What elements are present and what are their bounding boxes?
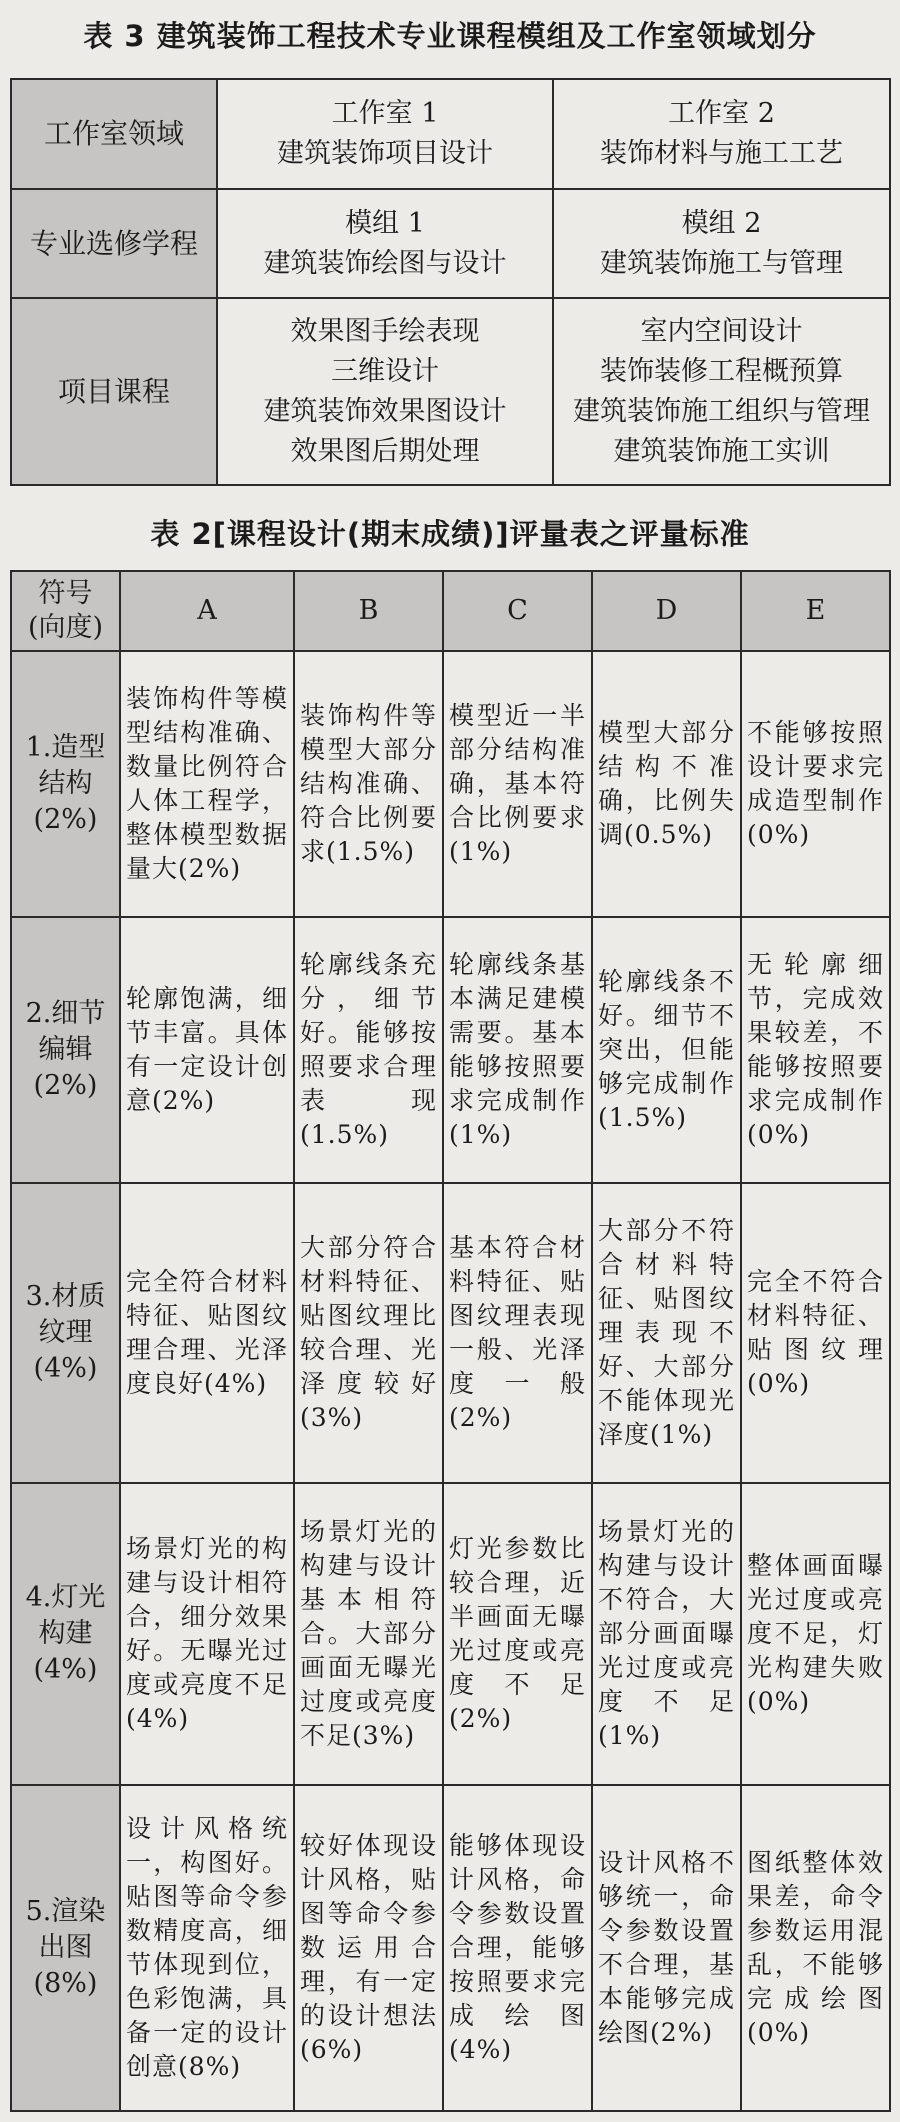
table2-row bbox=[11, 917, 890, 1183]
criterion-cell: 无轮廓细节，完成效果较差，不能够按照要求完成制作(0%) bbox=[741, 917, 890, 1183]
table2 bbox=[10, 570, 891, 2112]
row-label-line: 4.灯光 bbox=[25, 1582, 106, 1613]
row-label-line: 构建 bbox=[38, 1618, 93, 1649]
criterion-cell: 设计风格不够统一，命令参数设置不合理，基本能够完成绘图(2%) bbox=[592, 1785, 741, 2111]
criterion-cell: 图纸整体效果差，命令参数运用混乱，不能够完成绘图(0%) bbox=[741, 1785, 890, 2111]
criterion-cell: 较好体现设计风格，贴图等命令参数运用合理，有一定的设计想法(6%) bbox=[294, 1785, 443, 2111]
table2-row bbox=[11, 651, 890, 917]
table3-cell bbox=[217, 79, 553, 189]
criterion-cell: 场景灯光的构建与设计不符合，大部分画面曝光过度或亮度不足(1%) bbox=[592, 1483, 741, 1785]
criterion-cell: 轮廓线条充分，细节好。能够按照要求合理表现(1.5%) bbox=[294, 917, 443, 1183]
cell-line: 装饰材料与施工工艺 bbox=[600, 138, 843, 169]
table3-cell bbox=[217, 189, 553, 298]
criterion-cell: 完全不符合材料特征、贴图纹理(0%) bbox=[741, 1183, 890, 1483]
row-label bbox=[11, 1183, 120, 1483]
header-symbol bbox=[11, 571, 120, 651]
criterion-cell: 场景灯光的构建与设计基本相符合。大部分画面无曝光过度或亮度不足(3%) bbox=[294, 1483, 443, 1785]
header-grade: D bbox=[592, 571, 741, 651]
criterion-cell: 完全符合材料特征、贴图纹理合理、光泽度良好(4%) bbox=[120, 1183, 294, 1483]
row-label: 专业选修学程 bbox=[11, 189, 217, 298]
row-label bbox=[11, 651, 120, 917]
table3-cell bbox=[553, 298, 890, 485]
table3-cell bbox=[553, 189, 890, 298]
header-dimension-label: (向度) bbox=[27, 612, 104, 643]
row-label-line: 2.细节 bbox=[25, 998, 106, 1029]
cell-line: 建筑装饰效果图设计 bbox=[263, 395, 507, 427]
row-label-line: 结构 bbox=[38, 768, 93, 799]
row-label bbox=[11, 1483, 120, 1785]
cell-line: 效果图后期处理 bbox=[290, 435, 480, 467]
criterion-cell: 模型近一半部分结构准确，基本符合比例要求(1%) bbox=[443, 651, 592, 917]
criterion-cell: 不能够按照设计要求完成造型制作(0%) bbox=[741, 651, 890, 917]
row-label: 项目课程 bbox=[11, 298, 217, 485]
criterion-cell: 大部分不符合材料特征、贴图纹理表现不好、大部分不能体现光泽度(1%) bbox=[592, 1183, 741, 1483]
criterion-cell: 装饰构件等模型结构准确、数量比例符合人体工程学，整体模型数据量大(2%) bbox=[120, 651, 294, 917]
cell-line: 建筑装饰施工与管理 bbox=[600, 247, 843, 279]
header-grade: B bbox=[294, 571, 443, 651]
row-label-line: 3.材质 bbox=[25, 1281, 106, 1312]
criterion-cell: 模型大部分结构不准确，比例失调(0.5%) bbox=[592, 651, 741, 917]
criterion-cell: 轮廓饱满，细节丰富。具体有一定设计创意(2%) bbox=[120, 917, 294, 1183]
cell-line: 工作室 2 bbox=[668, 98, 775, 129]
row-label-line: (2%) bbox=[33, 804, 98, 835]
row-label-line: (4%) bbox=[33, 1353, 98, 1384]
cell-line: 建筑装饰施工实训 bbox=[613, 435, 830, 467]
row-label-line: 5.渲染 bbox=[25, 1896, 106, 1927]
cell-line: 模组 2 bbox=[681, 207, 762, 239]
criterion-cell: 灯光参数比较合理，近半画面无曝光过度或亮度不足(2%) bbox=[443, 1483, 592, 1785]
row-label-line: (2%) bbox=[33, 1070, 98, 1101]
criterion-cell: 轮廓线条不好。细节不突出，但能够完成制作(1.5%) bbox=[592, 917, 741, 1183]
table2-row bbox=[11, 1785, 890, 2111]
table2-row bbox=[11, 1483, 890, 1785]
row-label-line: 1.造型 bbox=[25, 732, 106, 763]
row-label: 工作室领域 bbox=[11, 79, 217, 189]
criterion-cell: 能够体现设计风格，命令参数设置合理，能够按照要求完成绘图(4%) bbox=[443, 1785, 592, 2111]
table3-cell bbox=[217, 298, 553, 485]
row-label-line: (8%) bbox=[33, 1968, 98, 1999]
criterion-cell: 设计风格统一，构图好。贴图等命令参数精度高，细节体现到位，色彩饱满，具备一定的设计创意(8%) bbox=[120, 1785, 294, 2111]
header-grade: A bbox=[120, 571, 294, 651]
cell-line: 模组 1 bbox=[345, 207, 425, 239]
criterion-cell: 基本符合材料特征、贴图纹理表现一般、光泽度一般(2%) bbox=[443, 1183, 592, 1483]
table3 bbox=[10, 78, 891, 486]
row-label bbox=[11, 1785, 120, 2111]
table3-row bbox=[11, 189, 890, 298]
table3-row bbox=[11, 79, 890, 189]
table3-row bbox=[11, 298, 890, 485]
header-symbol-label: 符号 bbox=[38, 578, 93, 609]
table2-header-row bbox=[11, 571, 890, 651]
row-label-line: 出图 bbox=[38, 1932, 93, 1963]
cell-line: 三维设计 bbox=[331, 355, 439, 387]
table3-cell bbox=[553, 79, 890, 189]
criterion-cell: 大部分符合材料特征、贴图纹理比较合理、光泽度较好(3%) bbox=[294, 1183, 443, 1483]
table2-row bbox=[11, 1183, 890, 1483]
criterion-cell: 轮廓线条基本满足建模需要。基本能够按照要求完成制作(1%) bbox=[443, 917, 592, 1183]
header-grade: C bbox=[443, 571, 592, 651]
cell-line: 室内空间设计 bbox=[640, 315, 803, 347]
criterion-cell: 场景灯光的构建与设计相符合，细分效果好。无曝光过度或亮度不足(4%) bbox=[120, 1483, 294, 1785]
cell-line: 工作室 1 bbox=[331, 98, 439, 129]
criterion-cell: 整体画面曝光过度或亮度不足，灯光构建失败(0%) bbox=[741, 1483, 890, 1785]
cell-line: 建筑装饰项目设计 bbox=[277, 138, 493, 169]
cell-line: 效果图手绘表现 bbox=[290, 315, 480, 347]
cell-line: 建筑装饰施工组织与管理 bbox=[573, 395, 870, 427]
criterion-cell: 装饰构件等模型大部分结构准确、符合比例要求(1.5%) bbox=[294, 651, 443, 917]
header-grade: E bbox=[741, 571, 890, 651]
table2-title: 表 2[课程设计(期末成绩)]评量表之评量标准 bbox=[150, 517, 750, 551]
cell-line: 装饰装修工程概预算 bbox=[600, 355, 843, 387]
row-label-line: 纹理 bbox=[38, 1317, 93, 1348]
row-label-line: 编辑 bbox=[38, 1034, 93, 1065]
cell-line: 建筑装饰绘图与设计 bbox=[263, 247, 507, 279]
table3-title: 表 3 建筑装饰工程技术专业课程模组及工作室领域划分 bbox=[83, 19, 817, 53]
row-label-line: (4%) bbox=[33, 1654, 98, 1685]
row-label bbox=[11, 917, 120, 1183]
